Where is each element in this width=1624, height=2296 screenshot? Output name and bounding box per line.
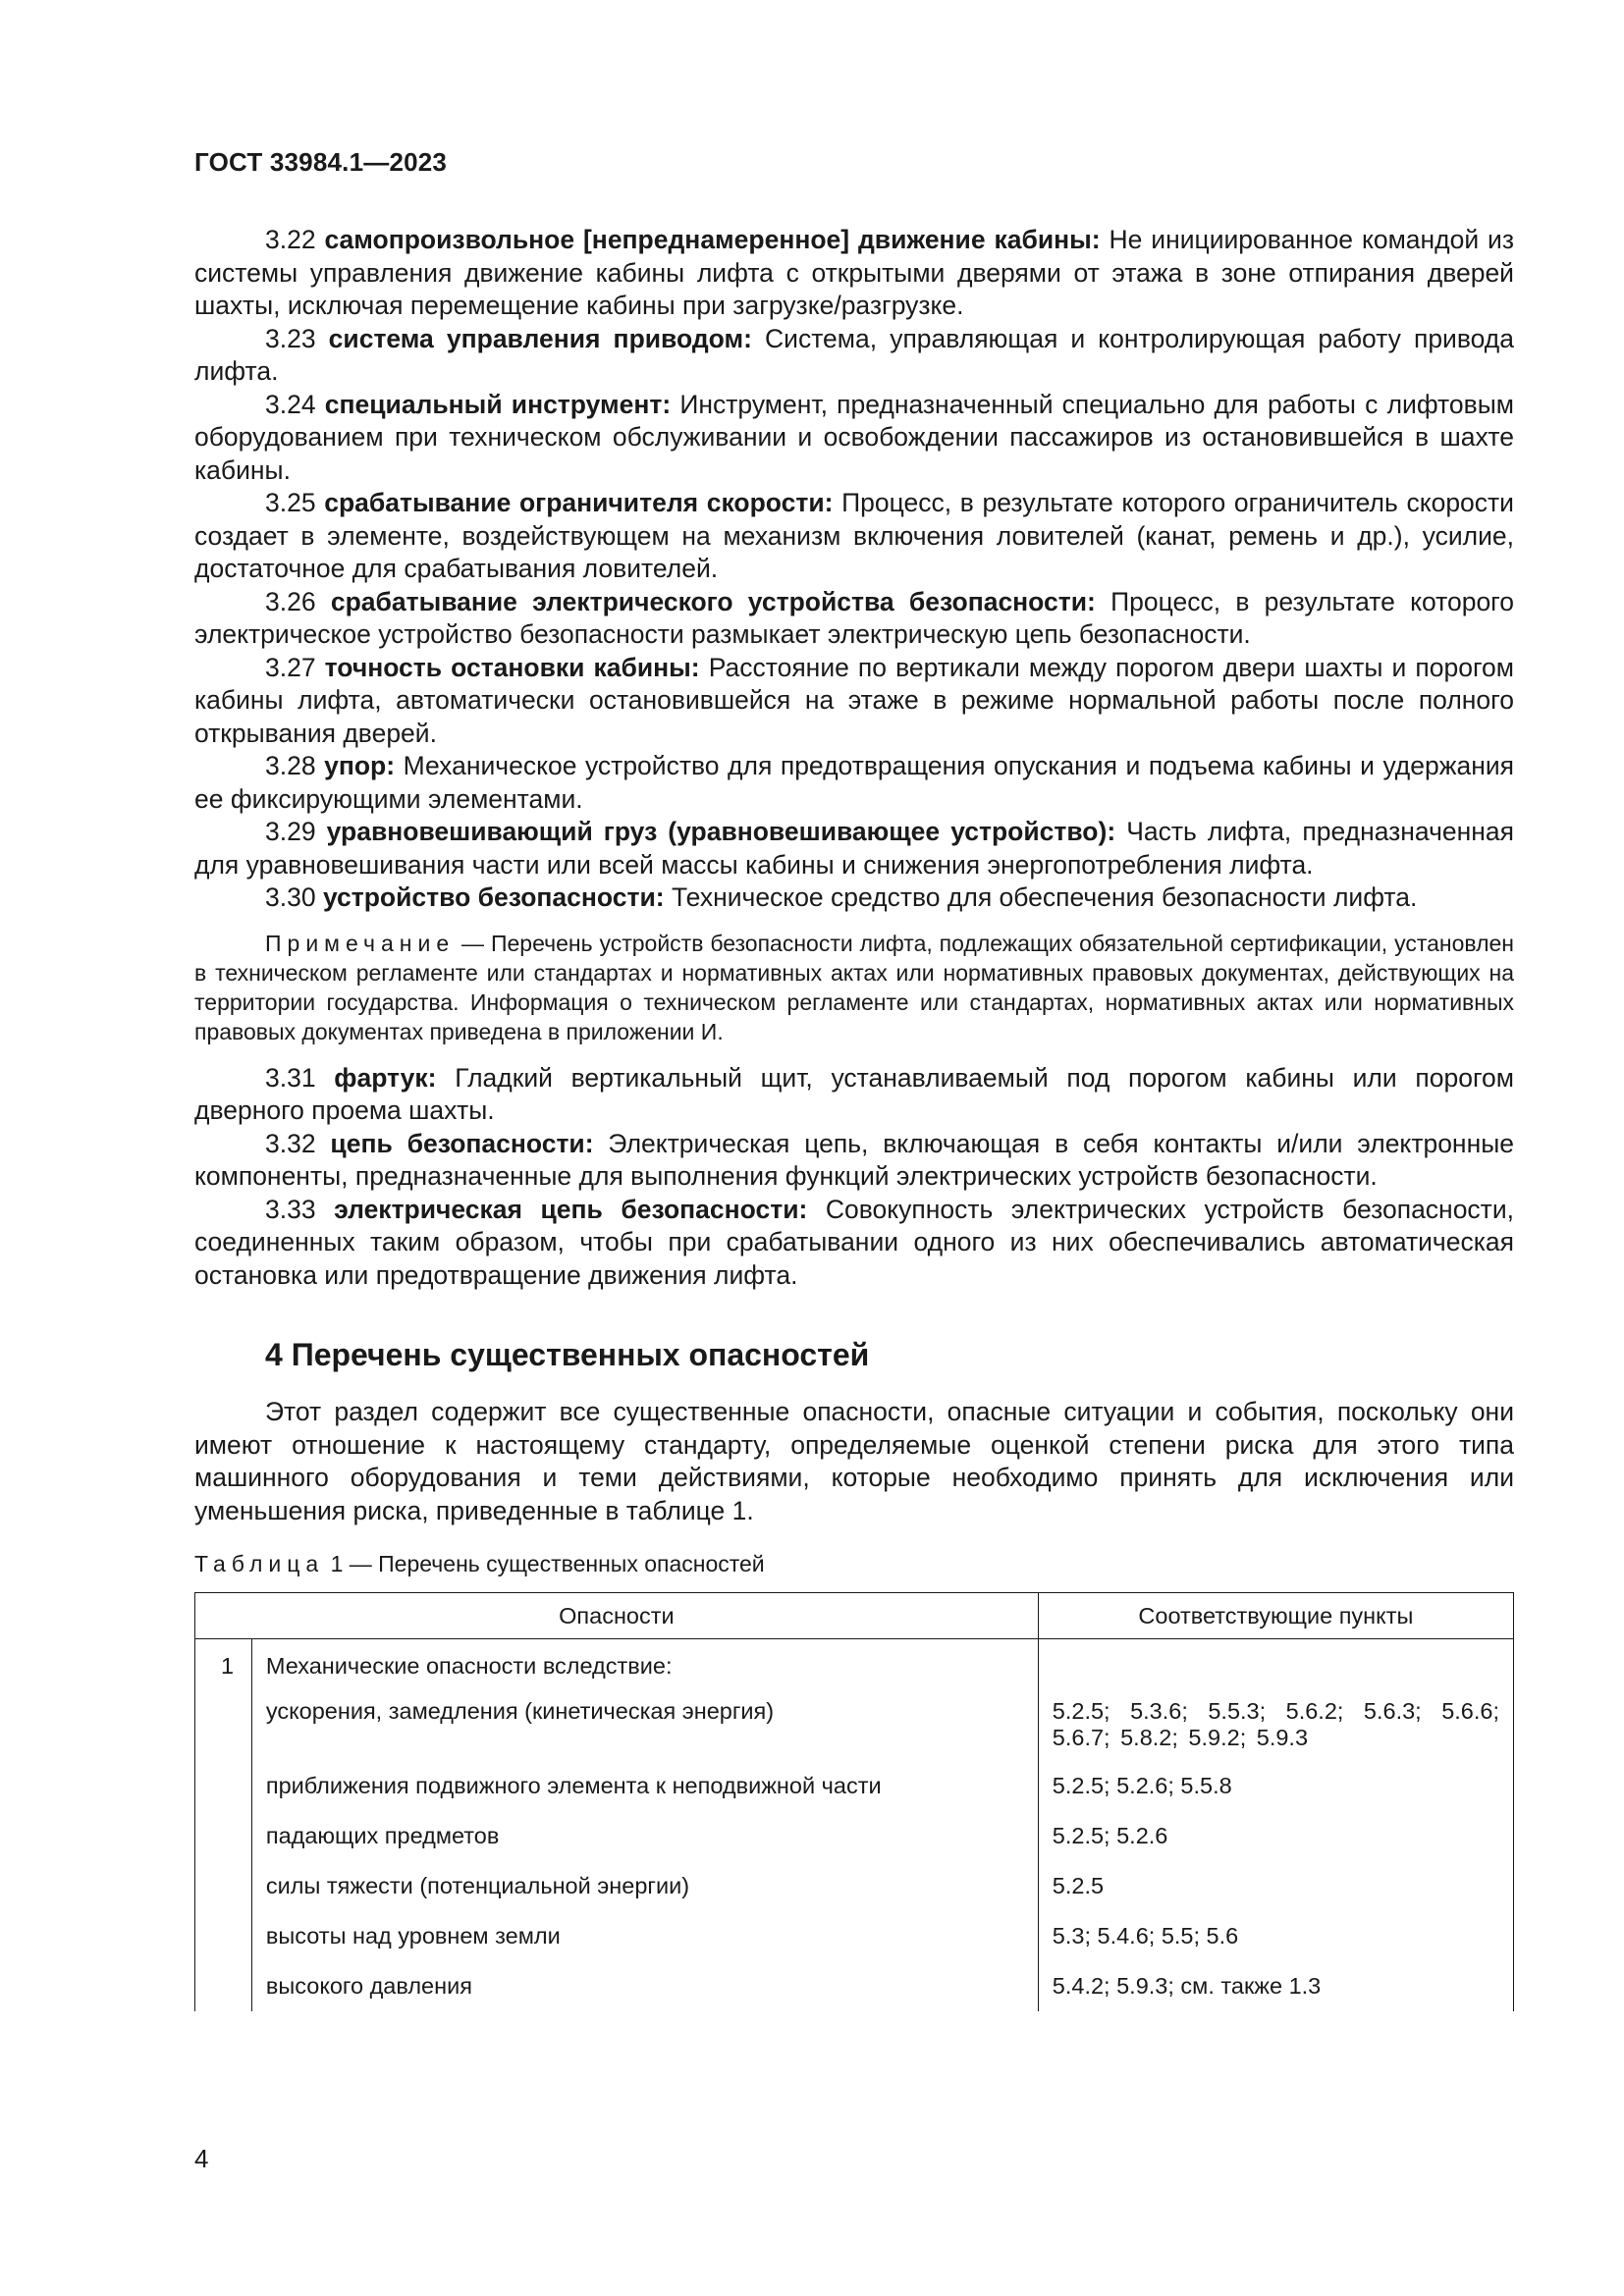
row-number [195, 1911, 252, 1961]
term-number: 3.27 [265, 652, 316, 682]
term-name: самопроизвольное [непреднамеренное] движение кабины: [324, 225, 1101, 254]
term-3-22 [194, 224, 1514, 323]
row-refs-text: 5.2.5; 5.3.6; 5.5.3; 5.6.2; 5.6.3; 5.6.6; 5.6.7; 5.8.2; 5.9.2; 5.9.3 [1052, 1698, 1499, 1750]
row-hazard: силы тяжести (потенциальной энергии) [251, 1861, 1038, 1911]
term-name: точность остановки кабины: [324, 652, 700, 682]
table-row [195, 1761, 1514, 1811]
section-intro: Этот раздел содержит все существенные опасности, опасные ситуации и события, поскольку они имеют отношение к настоящему стандарту, определяемые оценкой степени риска для этого типа машинного оборудования и теми действиями, которые необходимо принять для исключения или уменьшения риска, приведенные в таблице 1. [194, 1397, 1514, 1525]
term-definition: Процесс, в результате которого электрическое устройство безопасности размыкает электрическую цепь безопасности. [194, 586, 1515, 649]
table-row [195, 1911, 1514, 1961]
term-definition: Инструмент, предназначенный специально для работы с лифтовым оборудованием при техническом обслуживании и освобождении пассажиров из остановившейся в шахте кабины. [194, 389, 1514, 485]
term-3-30 [194, 881, 1514, 915]
term-3-26 [194, 586, 1514, 652]
row-number [195, 1861, 252, 1911]
header-clauses: Соответствующие пункты [1038, 1593, 1513, 1639]
row-refs: 5.2.5; 5.2.6; 5.5.8 [1038, 1761, 1513, 1811]
term-name: срабатывание ограничителя скорости: [324, 488, 834, 517]
table-caption-text: 1 — Перечень существенных опасностей [330, 1551, 765, 1576]
term-definition: Система, управляющая и контролирующая работу привода лифта. [194, 323, 1514, 386]
row-hazard: ускорения, замедления (кинетическая энергия) [251, 1689, 1038, 1761]
term-definition: Механическое устройство для предотвращения опускания и подъема кабины и удержания ее фиксирующими элементами. [194, 751, 1515, 814]
term-name: фартук: [334, 1062, 437, 1093]
document-header: ГОСТ 33984.1—2023 [194, 147, 448, 177]
row-refs: 5.3; 5.4.6; 5.5; 5.6 [1038, 1911, 1513, 1961]
note-text: — Перечень устройств безопасности лифта, подлежащих обязательной сертификации, установлен в техническом регламенте или стандартах и нормативных актах или нормативных правовых документах, действующих на территории государства. Информация о техническом регламенте или стандартах, нормативных актах или нормативных правовых документах приведена в приложении И. [194, 930, 1514, 1044]
term-name: устройство безопасности: [322, 882, 665, 912]
term-3-23 [194, 323, 1514, 389]
row-refs: 5.2.5; 5.2.6 [1038, 1811, 1513, 1861]
table-caption-label: Таблица [194, 1551, 325, 1576]
term-number: 3.24 [265, 389, 316, 419]
row-hazard: падающих предметов [251, 1811, 1038, 1861]
term-number: 3.32 [265, 1128, 316, 1158]
row-number [195, 1961, 252, 2011]
term-definition: Электрическая цепь, включающая в себя контакты и/или электронные компоненты, предназначенные для выполнения функций электрических устройств безопасности. [194, 1128, 1514, 1191]
term-number: 3.23 [265, 323, 316, 353]
term-3-29 [194, 816, 1514, 881]
term-name: упор: [324, 751, 396, 780]
term-3-31 [194, 1062, 1514, 1128]
row-number [195, 1689, 252, 1761]
row-number [195, 1811, 252, 1861]
term-name: система управления приводом: [328, 323, 752, 353]
table-row [195, 1811, 1514, 1861]
term-definition: Расстояние по вертикали между порогом двери шахты и порогом кабины лифта, автоматически остановившейся на этаже в режиме нормальной работы после полного открывания дверей. [194, 652, 1515, 748]
term-number: 3.33 [265, 1194, 316, 1224]
term-definition: Часть лифта, предназначенная для уравновешивания части или всей массы кабины и снижения энергопотребления лифта. [194, 817, 1514, 880]
term-number: 3.28 [265, 751, 316, 780]
term-definition: Техническое средство для обеспечения безопасности лифта. [671, 882, 1418, 912]
section-title: 4 Перечень существенных опасностей [265, 1337, 870, 1372]
row-hazard: Механические опасности вследствие: [251, 1639, 1038, 1690]
term-3-24 [194, 389, 1514, 488]
term-definition: Процесс, в результате которого ограничитель скорости создает в элементе, воздействующем на механизм включения ловителей (канат, ремень и др.), усилие, достаточное для срабатывания ловителей. [194, 488, 1514, 583]
row-number: 1 [195, 1639, 252, 1690]
table-caption [194, 1549, 1514, 1578]
term-name: электрическая цепь безопасности: [334, 1194, 808, 1224]
table-header-row [195, 1593, 1514, 1639]
term-3-28 [194, 750, 1514, 816]
term-number: 3.22 [265, 225, 316, 254]
term-number: 3.25 [265, 488, 316, 517]
term-definition: Гладкий вертикальный щит, устанавливаемый под порогом кабины или порогом дверного проема шахты. [194, 1062, 1514, 1125]
term-3-33 [194, 1194, 1514, 1293]
term-3-32 [194, 1128, 1514, 1194]
document-body [194, 224, 1514, 2011]
row-hazard: высокого давления [251, 1961, 1038, 2011]
note-label: Примечание [265, 930, 456, 956]
table-row [195, 1689, 1514, 1761]
term-3-27 [194, 652, 1514, 751]
row-hazard: высоты над уровнем земли [251, 1911, 1038, 1961]
term-number: 3.30 [265, 882, 316, 912]
term-definition: Не инициированное командой из системы управления движение кабины лифта с открытыми дверями от этажа в зоне отпирания дверей шахты, исключая перемещение кабины при загрузке/разгрузке. [194, 225, 1515, 320]
term-name: срабатывание электрического устройства безопасности: [330, 586, 1096, 616]
term-name: уравновешивающий груз (уравновешивающее устройство): [326, 817, 1116, 846]
row-hazard: приближения подвижного элемента к неподвижной части [251, 1761, 1038, 1811]
row-refs: 5.2.5 [1038, 1861, 1513, 1911]
hazards-table [194, 1592, 1514, 2011]
term-name: специальный инструмент: [324, 389, 672, 419]
header-hazards: Опасности [195, 1593, 1039, 1639]
row-refs: 5.4.2; 5.9.3; см. также 1.3 [1038, 1961, 1513, 2011]
table-row [195, 1861, 1514, 1911]
term-name: цепь безопасности: [330, 1128, 594, 1158]
table-row [195, 1639, 1514, 1690]
table-row [195, 1961, 1514, 2011]
page-number: 4 [194, 2144, 209, 2173]
term-number: 3.31 [265, 1062, 316, 1093]
term-definition: Совокупность электрических устройств безопасности, соединенных таким образом, чтобы при срабатывании одного из них обеспечивались автоматическая остановка или предотвращение движения лифта. [194, 1194, 1514, 1290]
note-paragraph [194, 929, 1514, 1046]
row-number [195, 1761, 252, 1811]
row-refs [1038, 1689, 1513, 1761]
row-refs [1038, 1639, 1513, 1690]
term-number: 3.26 [265, 586, 316, 616]
term-number: 3.29 [265, 817, 316, 846]
term-3-25 [194, 487, 1514, 586]
